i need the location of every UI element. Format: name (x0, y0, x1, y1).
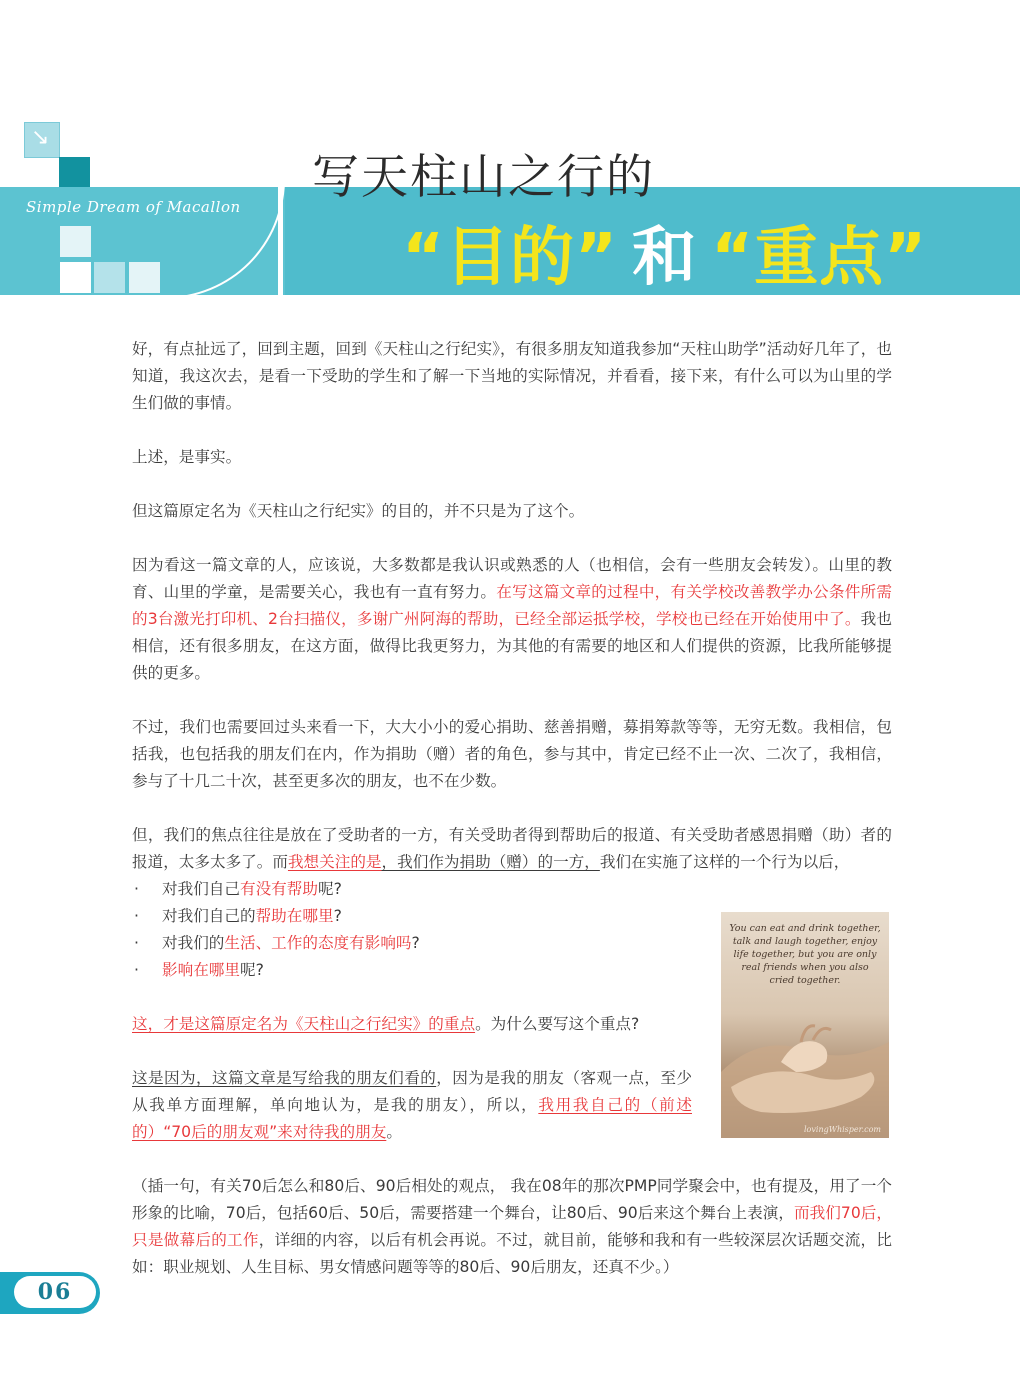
paragraph: 上述，是事实。 (132, 448, 242, 466)
underlined-text: ，我们作为捐助（赠）的一方， (381, 853, 600, 871)
highlight-text: 影响在哪里 (162, 961, 240, 979)
underlined-highlight: 我想关注的是 (287, 853, 382, 871)
arrow-square-icon: ↘ (24, 122, 60, 158)
underlined-text: 这是因为，这篇文章是写给我的朋友们看的 (132, 1069, 437, 1087)
paragraph: 不过，我们也需要回过头来看一下，大大小小的爱心捐助、慈善捐赠，募捐筹款等等，无穷无数。我相信，包括我，也包括我的朋友们在内，作为捐助（赠）者的角色，参与其中，肯定已经不止一次、二次了，我相信，参与了十几二十次，甚至更多次的朋友，也不在少数。 (132, 718, 892, 790)
text-span: ，因为是我的朋友（客观一点，至少从我单方面理解，单向地认为，是我的朋友），所以， (132, 1069, 692, 1114)
paragraph: 但这篇原定名为《天柱山之行纪实》的目的，并不只是为了这个。 (132, 502, 585, 520)
list-item (132, 876, 892, 903)
paragraph (132, 1011, 692, 1038)
paragraph (132, 1065, 692, 1146)
paragraph (132, 822, 892, 876)
underlined-highlight: 这，才是这篇原定名为《天柱山之行纪实》的重点 (132, 1015, 476, 1033)
highlight-text: 在写这篇文章的过程中，有关学校改善教学办公条件所需的3台激光打印机、2台扫描仪，多谢广州阿海的帮助，已经全部运抵学校，学校也已经在开始使用中了。 (132, 583, 892, 628)
decor-square (60, 226, 91, 257)
decor-square (59, 157, 90, 188)
header-divider (278, 187, 283, 295)
text-span: 。 (386, 1123, 402, 1141)
text-span: 对我们自己 (162, 880, 240, 898)
photo-credit: lovingWhisper.com (804, 1125, 881, 1134)
text-span: 呢? (239, 961, 264, 979)
article-body (132, 336, 892, 1308)
paragraph (132, 1173, 892, 1281)
highlight-text: 有没有帮助 (239, 880, 318, 898)
underlined-highlight: 我用我自己的（前述的）“70后的朋友观”来对待我的朋友 (132, 1096, 692, 1141)
text-span: （插一句，有关70后怎么和80后、90后相处的观点， 我在08年的那次PMP同学聚会中，也有提及，用了一个形象的比喻，70后，包括60后、50后，需要搭建一个舞台，让80后、90后来这个舞台上表演， (132, 1177, 892, 1222)
text-span: 对我们自己的 (162, 907, 256, 925)
text-span: 但，我们的焦点往往是放在了受助者的一方，有关受助者得到帮助后的报道、有关受助者感恩捐赠（助）者的报道，太多太多了。而 (132, 826, 892, 871)
text-span: ? (411, 934, 420, 952)
text-span: 我也相信，还有很多朋友，在这方面，做得比我更努力，为其他的有需要的地区和人们提供的资源，比我所能够提供的更多。 (132, 610, 892, 682)
paragraph (132, 552, 892, 687)
title-connector: 和 (632, 221, 698, 295)
brand-label: Simple Dream of Macallon (26, 198, 241, 216)
text-span: 呢? (317, 880, 342, 898)
highlight-text: 而我们70后，只是做幕后的工作 (132, 1204, 893, 1249)
text-span: 对我们的 (162, 934, 225, 952)
decor-square (94, 262, 125, 293)
text-span: ，详细的内容，以后有机会再说。不过，就目前，能够和我和有一些较深层次话题交流，比如：职业规划、人生目标、男女情感问题等等的80后、90后朋友，还真不少。） (132, 1231, 892, 1276)
text-span: ? (333, 907, 342, 925)
friendship-photo (721, 912, 889, 1138)
page-number: 06 (14, 1276, 96, 1308)
photo-quote: You can eat and drink together, talk and laugh together, enjoy life together, but you are only real friends when you also cried together. (729, 923, 881, 986)
page-title-main (402, 206, 927, 298)
title-keyword-focus: “重点” (711, 221, 928, 295)
text-span: 因为看这一篇文章的人，应该说，大多数都是我认识或熟悉的人（也相信，会有一些朋友会转发）。山里的教育、山里的学童，是需要关心，我也有一直有努力。 (132, 556, 892, 601)
decor-square (129, 262, 160, 293)
paragraph: 好，有点扯远了，回到主题，回到《天柱山之行纪实》，有很多朋友知道我参加“天柱山助学”活动好几年了，也知道，我这次去，是看一下受助的学生和了解一下当地的实际情况，并看看，接下来，有什么可以为山里的学生们做的事情。 (132, 340, 892, 412)
title-keyword-purpose: “目的” (402, 221, 619, 295)
highlight-text: 生活、工作的态度有影响吗 (224, 934, 412, 952)
page-title-line1: 写天柱山之行的 (312, 150, 655, 205)
text-span: 。为什么要写这个重点? (475, 1015, 640, 1033)
text-span: 我们在实施了这样的一个行为以后， (599, 853, 850, 871)
highlight-text: 帮助在哪里 (255, 907, 334, 925)
decor-square (60, 262, 91, 293)
